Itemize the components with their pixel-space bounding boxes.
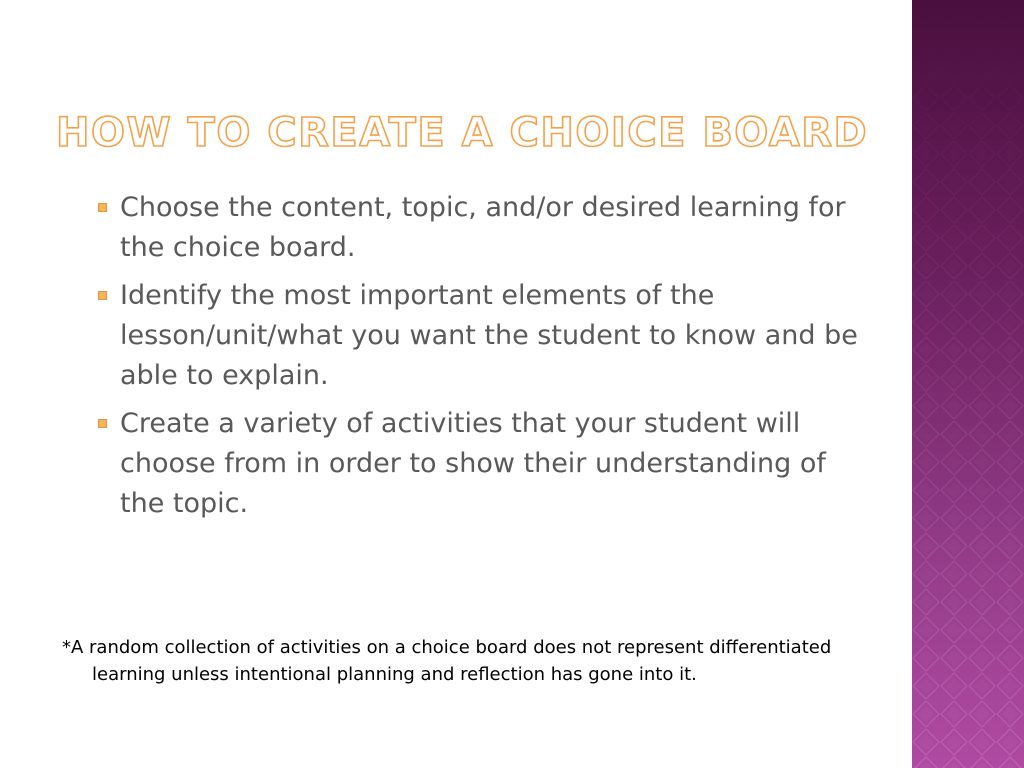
bullet-text: Create a variety of activities that your student will choose from in order to show their understanding of the topic. [120, 408, 826, 519]
bullet-text: Identify the most important elements of the lesson/unit/what you want the student to know and be able to explain. [120, 280, 858, 391]
slide-title: HOW TO CREATE A CHOICE BOARD [56, 110, 869, 156]
footnote: *A random collection of activities on a choice board does not represent differentiated learning unless intentional planning and reflection has gone into it. [62, 637, 832, 685]
square-bullet-icon [98, 203, 107, 212]
diamond-pattern-icon [912, 0, 1024, 768]
square-bullet-icon [98, 419, 107, 428]
bullet-text: Choose the content, topic, and/or desired learning for the choice board. [120, 192, 846, 263]
decorative-side-band [912, 0, 1024, 768]
square-bullet-icon [98, 291, 107, 300]
bullet-item [98, 276, 858, 396]
bullet-item [98, 188, 858, 268]
bullet-item [98, 404, 858, 524]
bullet-list [98, 188, 858, 532]
